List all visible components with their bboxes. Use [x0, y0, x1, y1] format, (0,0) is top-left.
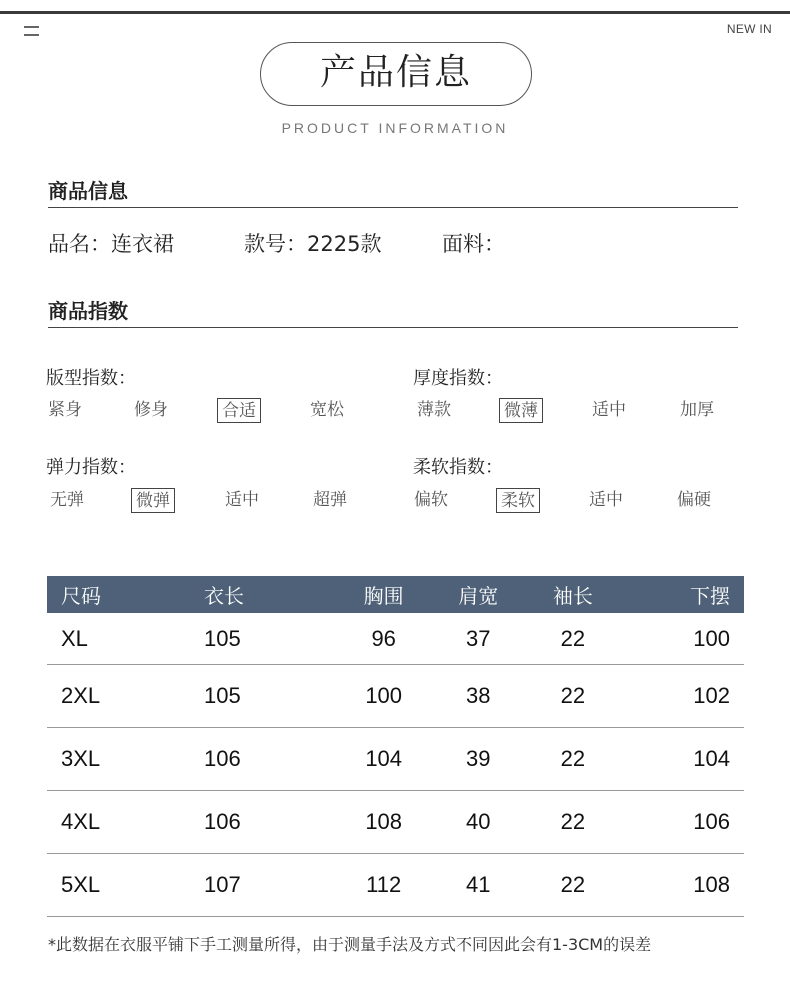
menu-icon[interactable] — [24, 26, 39, 37]
table-row — [47, 854, 744, 917]
thickness-option: 薄款 — [417, 400, 451, 420]
size-table — [47, 576, 744, 917]
thickness-index-title: 厚度指数： — [413, 368, 503, 389]
table-cell: 22 — [526, 665, 621, 728]
table-cell: 4XL — [47, 791, 172, 854]
product-info-heading: 商品信息 — [48, 179, 128, 203]
elasticity-index-title: 弹力指数： — [46, 457, 136, 478]
page-subtitle: PRODUCT INFORMATION — [281, 120, 509, 136]
softness-option: 适中 — [589, 490, 623, 510]
section-divider — [48, 327, 738, 328]
softness-option: 偏硬 — [677, 490, 711, 510]
table-cell: 22 — [526, 791, 621, 854]
table-cell: 2XL — [47, 665, 172, 728]
section-divider — [48, 207, 738, 208]
softness-option: 偏软 — [414, 490, 448, 510]
table-cell: 112 — [336, 854, 431, 917]
table-cell: 100 — [620, 613, 744, 665]
table-cell: 22 — [526, 613, 621, 665]
table-cell: 5XL — [47, 854, 172, 917]
column-header: 衣长 — [172, 576, 336, 613]
table-cell: 108 — [620, 854, 744, 917]
elasticity-option: 无弹 — [50, 490, 84, 510]
table-cell: 108 — [336, 791, 431, 854]
table-cell: 22 — [526, 728, 621, 791]
column-header: 肩宽 — [431, 576, 526, 613]
column-header: 尺码 — [47, 576, 172, 613]
elasticity-option-selected: 微弹 — [131, 488, 175, 513]
product-model: 款号：2225款 — [244, 232, 382, 256]
column-header: 下摆 — [620, 576, 744, 613]
fit-option: 宽松 — [310, 400, 344, 420]
table-cell: 38 — [431, 665, 526, 728]
elasticity-option: 适中 — [225, 490, 259, 510]
table-cell: XL — [47, 613, 172, 665]
softness-index-title: 柔软指数： — [413, 457, 503, 478]
fit-option-selected: 合适 — [217, 398, 261, 423]
elasticity-option: 超弹 — [313, 490, 347, 510]
column-header: 袖长 — [526, 576, 621, 613]
column-header: 胸围 — [336, 576, 431, 613]
table-row — [47, 728, 744, 791]
table-row — [47, 665, 744, 728]
table-cell: 106 — [620, 791, 744, 854]
table-cell: 105 — [172, 613, 336, 665]
table-cell: 102 — [620, 665, 744, 728]
new-in-badge: NEW IN — [726, 22, 772, 36]
thickness-option: 适中 — [592, 400, 626, 420]
fit-option: 修身 — [134, 400, 168, 420]
measurement-note: *此数据在衣服平铺下手工测量所得，由于测量手法及方式不同因此会有1-3CM的误差 — [48, 935, 652, 954]
product-name: 品名：连衣裙 — [48, 232, 174, 256]
table-cell: 41 — [431, 854, 526, 917]
thickness-option: 加厚 — [680, 400, 714, 420]
table-row — [47, 791, 744, 854]
product-fabric: 面料： — [442, 232, 505, 256]
table-cell: 107 — [172, 854, 336, 917]
table-cell: 40 — [431, 791, 526, 854]
fit-option: 紧身 — [48, 400, 82, 420]
size-table-header — [47, 576, 744, 613]
fit-index-title: 版型指数： — [46, 368, 136, 389]
table-cell: 37 — [431, 613, 526, 665]
product-info-row — [48, 228, 505, 258]
table-cell: 104 — [336, 728, 431, 791]
table-cell: 96 — [336, 613, 431, 665]
table-cell: 106 — [172, 728, 336, 791]
table-cell: 3XL — [47, 728, 172, 791]
thickness-option-selected: 微薄 — [499, 398, 543, 423]
product-index-heading: 商品指数 — [48, 299, 128, 323]
page-title: 产品信息 — [260, 42, 532, 106]
table-row — [47, 613, 744, 665]
table-cell: 100 — [336, 665, 431, 728]
table-cell: 104 — [620, 728, 744, 791]
table-cell: 39 — [431, 728, 526, 791]
top-divider — [0, 11, 790, 14]
softness-option-selected: 柔软 — [496, 488, 540, 513]
table-cell: 22 — [526, 854, 621, 917]
table-cell: 106 — [172, 791, 336, 854]
table-cell: 105 — [172, 665, 336, 728]
